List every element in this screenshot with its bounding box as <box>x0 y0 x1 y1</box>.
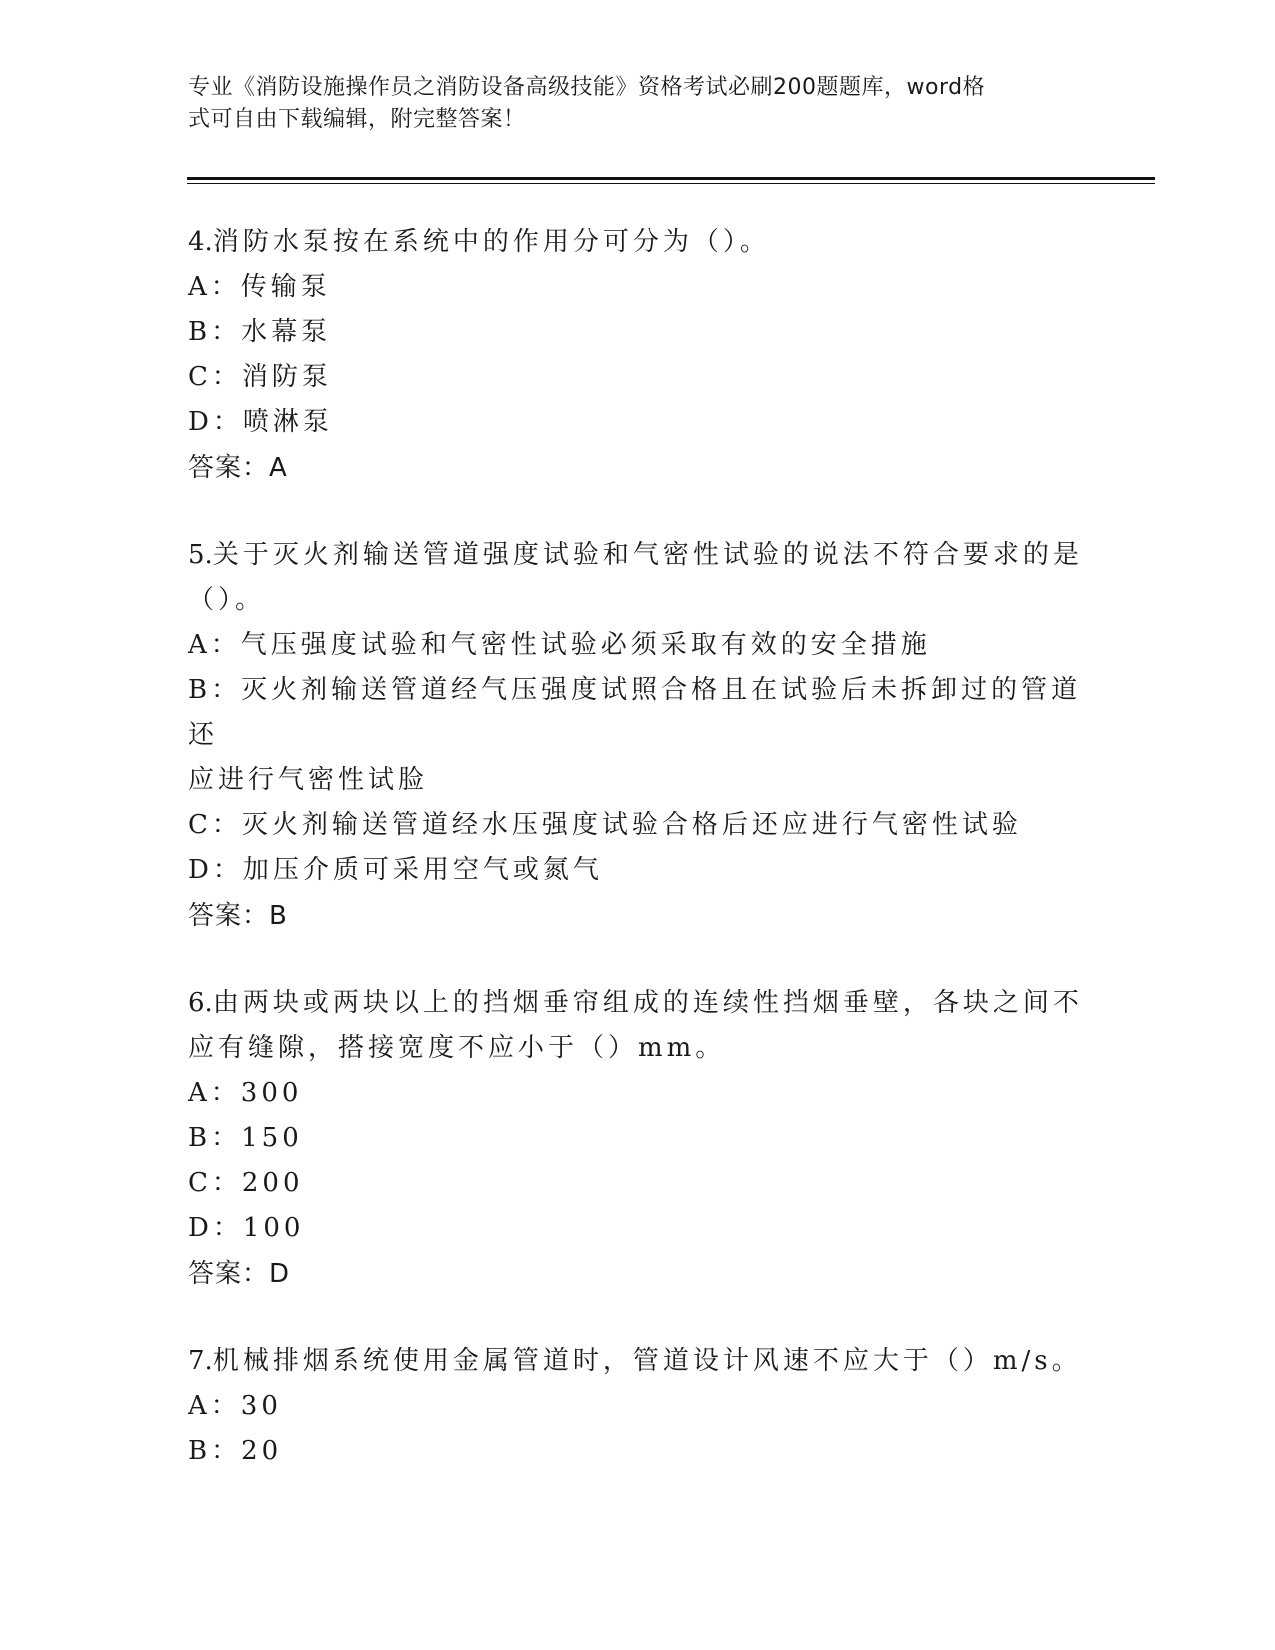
question-number: 4. <box>188 227 213 257</box>
question-text-continued: （）。 <box>188 585 266 615</box>
question-text <box>188 533 1088 578</box>
option-c: C：灭火剂输送管道经水压强度试验合格后还应进行气密性试验 <box>188 810 1022 840</box>
option-b-continued: 应进行气密性试脸 <box>188 765 429 795</box>
question-number: 5. <box>188 540 213 570</box>
option-b: B：灭火剂输送管道经气压强度试照合格且在试验后未拆卸过的管道还 <box>188 675 1082 750</box>
question-text <box>188 981 1088 1026</box>
question-6 <box>188 981 1088 1297</box>
option-a: A：气压强度试验和气密性试验必须采取有效的安全措施 <box>188 630 931 660</box>
answer: 答案：D <box>188 1259 291 1289</box>
question-text-line: 机械排烟系统使用金属管道时，管道设计风速不应大于（）m/s。 <box>212 1346 1082 1376</box>
option-b: B：水幕泵 <box>188 317 332 347</box>
question-text-line: 由两块或两块以上的挡烟垂帘组成的连续性挡烟垂壁，各块之间不 <box>212 988 1083 1018</box>
option-d: D：喷淋泵 <box>188 407 333 437</box>
answer: 答案：B <box>188 901 288 931</box>
answer: 答案：A <box>188 453 288 483</box>
option-a: A：30 <box>188 1391 282 1421</box>
header-divider-thick <box>187 177 1155 180</box>
question-list <box>188 220 1088 1516</box>
question-number: 6. <box>188 988 213 1018</box>
option-b: B：20 <box>188 1436 283 1466</box>
header-line-1: 专业《消防设施操作员之消防设备高级技能》资格考试必刷200题题库，word格 <box>188 75 986 100</box>
question-number: 7. <box>188 1346 213 1376</box>
header-divider-thin <box>187 183 1155 184</box>
question-text-line: 消防水泵按在系统中的作用分可分为（）。 <box>212 227 770 257</box>
option-c: C：消防泵 <box>188 362 332 392</box>
option-d: D：100 <box>188 1213 305 1243</box>
question-text <box>188 1339 1088 1384</box>
option-c: C：200 <box>188 1168 304 1198</box>
option-a: A：300 <box>188 1078 303 1108</box>
question-text <box>188 220 1088 265</box>
option-a: A：传输泵 <box>188 272 331 302</box>
question-4 <box>188 220 1088 491</box>
question-7 <box>188 1339 1088 1474</box>
header-line-2: 式可自由下载编辑，附完整答案！ <box>188 107 526 132</box>
question-text-continued: 应有缝隙，搭接宽度不应小于（）mm。 <box>188 1033 726 1063</box>
option-d: D：加压介质可采用空气或氮气 <box>188 855 603 885</box>
option-b: B：150 <box>188 1123 303 1153</box>
document-header <box>188 72 1068 136</box>
question-5 <box>188 533 1088 939</box>
question-text-line: 关于灭火剂输送管道强度试验和气密性试验的说法不符合要求的是 <box>212 540 1083 570</box>
